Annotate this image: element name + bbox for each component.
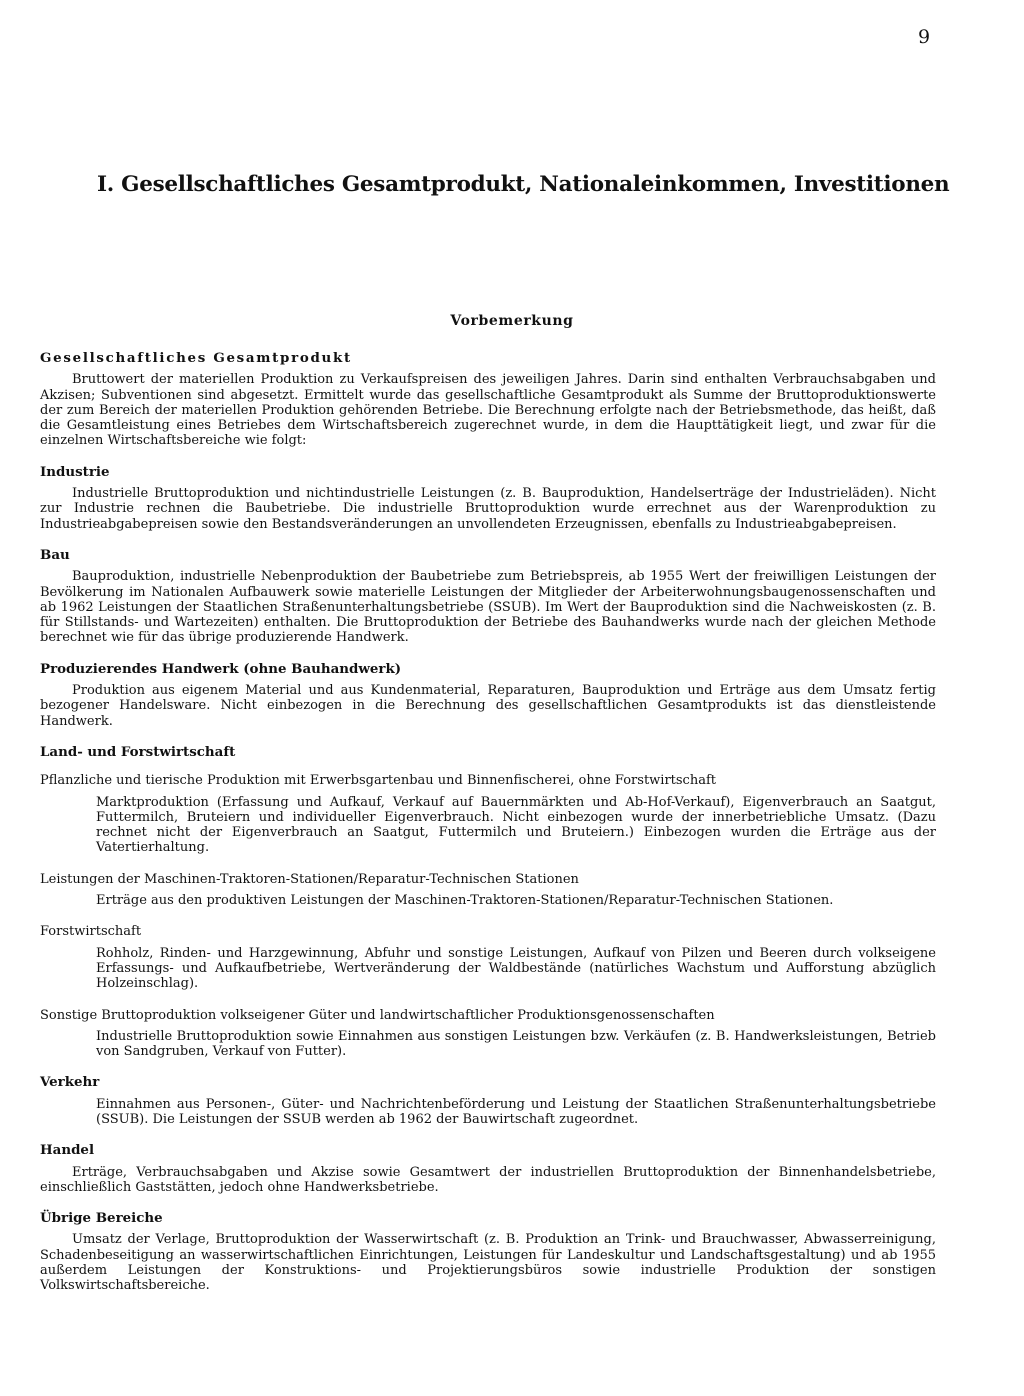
section-text-bau: Bauproduktion, industrielle Nebenproduktion der Baubetriebe zum Betriebspreis, ab 1955 Wert der freiwilligen Leistungen der Bevölkerung im Nationalen Aufbauwerk sowie materielle Leistungen der Mitglieder der Arbeiterwohnungsbaugenossenschaften und ab 1962 Leistungen der Staatlichen Straßenunterhaltungsbetriebe (SSUB). Im Wert der Bauproduktion sind die Nachweiskosten (z. B. für Stillstands- und Wartezeiten) enthalten. Die Bruttoproduktion der Betriebe des Bauhandwerks wurde nach der gleichen Methode berechnet wie für das übrige produzierende Handwerk. <box>40 569 936 646</box>
section-heading-uebrige: Übrige Bereiche <box>40 1210 163 1227</box>
section-heading-gesamtprodukt: Gesellschaftliches Gesamtprodukt <box>40 350 352 366</box>
subsection-text-sonstige: Industrielle Bruttoproduktion sowie Einnahmen aus sonstigen Leistungen bzw. Verkäufen (z. B. Handwerksleistungen, Betrieb von Sandgruben, Verkauf von Futter). <box>96 1028 936 1060</box>
preface-heading: Vorbemerkung <box>450 313 574 329</box>
page-number: 9 <box>918 26 931 48</box>
section-heading-industrie: Industrie <box>40 463 110 480</box>
subsection-text-forst: Rohholz, Rinden- und Harzgewinnung, Abfuhr und sonstige Leistungen, Aufkauf von Pilzen und Beeren durch volkseigene Erfassungs- und Aufkaufbetriebe, Wertveränderung der Waldbestände (natürliches Wachstum und Aufforstung abzüglich Holzeinschlag). <box>96 945 936 992</box>
subsection-heading-sonstige: Sonstige Bruttoproduktion volkseigener Güter und landwirtschaftlicher Produktionsgenossenschaften <box>40 1007 715 1023</box>
section-text-gesamtprodukt: Bruttowert der materiellen Produktion zu Verkaufspreisen des jeweiligen Jahres. Darin sind enthalten Verbrauchsabgaben und Akzisen; Subventionen sind abgesetzt. Ermittelt wurde das gesellschaftliche Gesamtprodukt als Summe der Bruttoproduktionswerte der zum Bereich der materiellen Produktion gehörenden Betriebe. Die Berechnung erfolgte nach der Betriebsmethode, das heißt, daß die Gesamtleistung eines Betriebes dem Wirtschaftsbereich zugerechnet wurde, in dem die Haupttätigkeit liegt, und zwar für die einzelnen Wirtschaftsbereiche wie folgt: <box>40 372 936 449</box>
section-text-handel: Erträge, Verbrauchsabgaben und Akzise sowie Gesamtwert der industriellen Bruttoproduktion der Binnenhandelsbetriebe, einschließlich Gaststätten, jedoch ohne Handwerksbetriebe. <box>40 1164 936 1195</box>
subsection-text-produktion: Marktproduktion (Erfassung und Aufkauf, Verkauf auf Bauernmärkten und Ab-Hof-Verkauf), Eigenverbrauch an Saatgut, Futtermilch, Bruteiern und individueller Eigenverbrauch. Nicht einbezogen wurde der innerbetriebliche Umsatz. (Dazu rechnet nicht der Eigenverbrauch an Saatgut, Futtermilch und Bruteiern.) Einbezogen wurden die Erträge aus der Vatertierhaltung. <box>96 794 936 856</box>
document-body <box>40 351 936 1294</box>
section-text-uebrige: Umsatz der Verlage, Bruttoproduktion der Wasserwirtschaft (z. B. Produktion an Trink- und Brauchwasser, Abwasserreinigung, Schadenbeseitigung an wasserwirtschaftlichen Einrichtungen, Leistungen für Landeskultur und Landschaftsgestaltung) und ab 1955 außerdem Leistungen der Konstruktions- und Projektierungsbüros sowie industrielle Produktion der sonstigen Volkswirtschaftsbereiche. <box>40 1232 936 1294</box>
subsection-heading-produktion: Pflanzliche und tierische Produktion mit Erwerbsgartenbau und Binnenfischerei, ohne Forstwirtschaft <box>40 773 716 789</box>
section-heading-verkehr: Verkehr <box>40 1074 100 1091</box>
section-heading-handwerk: Produzierendes Handwerk (ohne Bauhandwerk) <box>40 660 402 677</box>
section-text-verkehr: Einnahmen aus Personen-, Güter- und Nachrichtenbeförderung und Leistung der Staatlichen Straßenunterhaltungsbetriebe (SSUB). Die Leistungen der SSUB werden ab 1962 der Bauwirtschaft zugeordnet. <box>96 1096 936 1127</box>
section-heading-bau: Bau <box>40 546 70 563</box>
subsection-heading-mts: Leistungen der Maschinen-Traktoren-Stationen/Reparatur-Technischen Stationen <box>40 871 579 887</box>
section-heading-landwirtschaft: Land- und Forstwirtschaft <box>40 743 236 760</box>
subsection-text-mts: Erträge aus den produktiven Leistungen der Maschinen-Traktoren-Stationen/Reparatur-Technischen Stationen. <box>96 893 834 909</box>
section-heading-handel: Handel <box>40 1142 95 1159</box>
section-text-handwerk: Produktion aus eigenem Material und aus Kundenmaterial, Reparaturen, Bauproduktion und Erträge aus dem Umsatz fertig bezogener Handelsware. Nicht einbezogen in die Berechnung des gesellschaftlichen Gesamtprodukts ist das dienstleistende Handwerk. <box>40 683 936 729</box>
section-text-industrie: Industrielle Bruttoproduktion und nichtindustrielle Leistungen (z. B. Bauproduktion, Handelserträge der Industrieläden). Nicht zur Industrie rechnen die Baubetriebe. Die industrielle Bruttoproduktion wurde errechnet aus der Warenproduktion zu Industrieabgabepreisen sowie den Bestandsveränderungen an unvollendeten Erzeugnissen, ebenfalls zu Industrieabgabepreisen. <box>40 486 936 532</box>
chapter-title: I. Gesellschaftliches Gesamtprodukt, Nationaleinkommen, Investitionen <box>97 172 950 197</box>
subsection-heading-forst: Forstwirtschaft <box>40 924 142 940</box>
